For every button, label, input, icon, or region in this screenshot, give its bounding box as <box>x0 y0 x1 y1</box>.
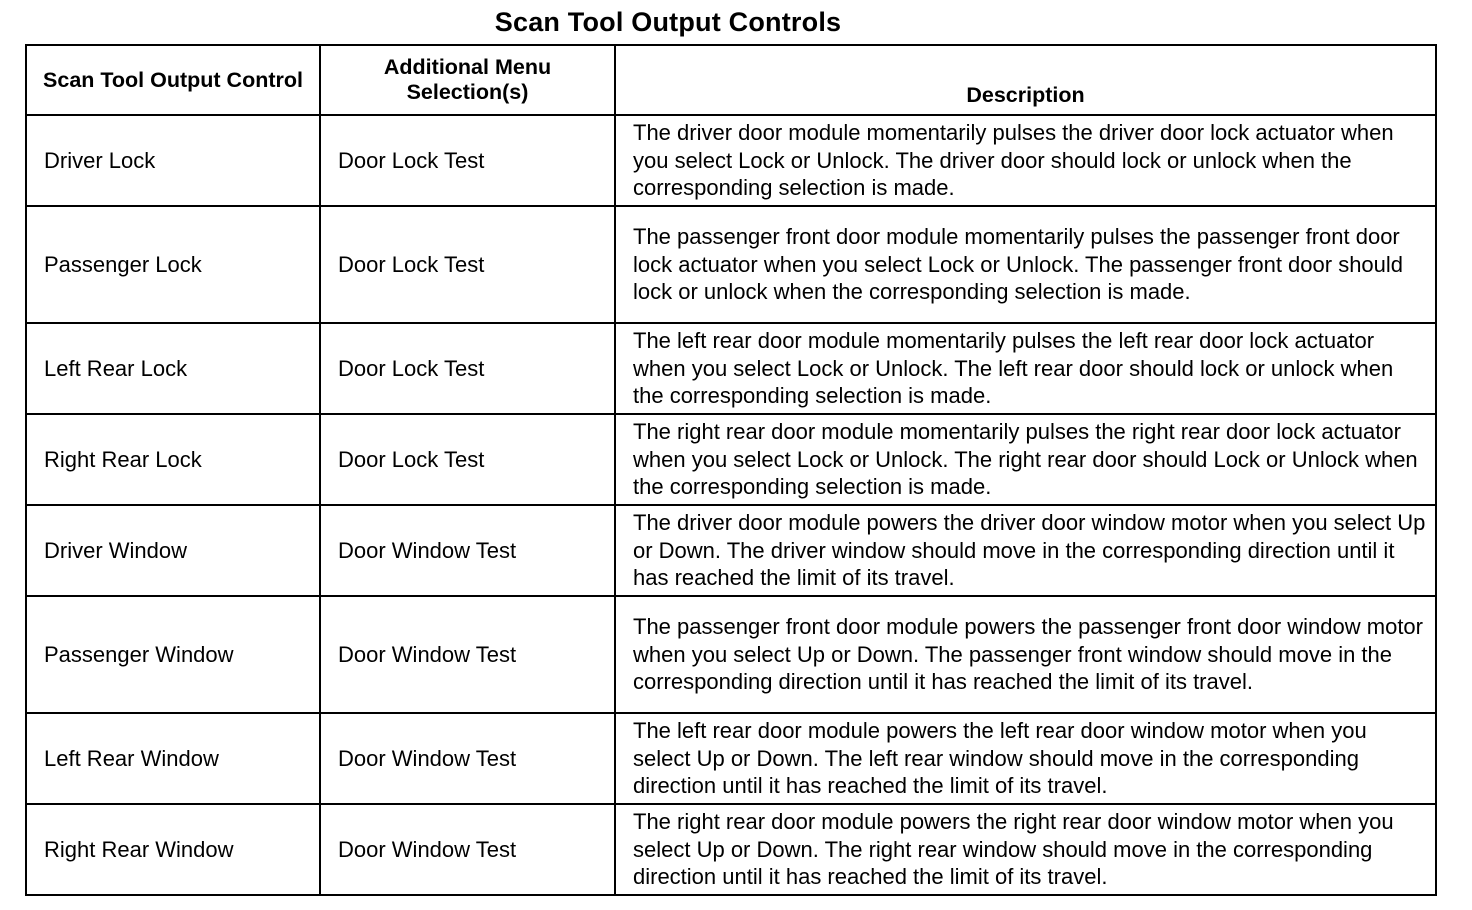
header-row <box>26 45 1436 115</box>
table-row <box>26 804 1436 895</box>
cell-output-control: Driver Lock <box>26 115 320 206</box>
table-row <box>26 414 1436 505</box>
cell-output-control: Passenger Lock <box>26 206 320 323</box>
cell-description: The passenger front door module momentarily pulses the passenger front door lock actuator when you select Lock or Unlock. The passenger front door should lock or unlock when the corresponding selection is made. <box>615 206 1436 323</box>
cell-menu-selection: Door Window Test <box>320 505 615 596</box>
cell-output-control: Driver Window <box>26 505 320 596</box>
header-menu-selection: Additional Menu Selection(s) <box>320 45 615 115</box>
cell-output-control: Passenger Window <box>26 596 320 713</box>
table-row <box>26 713 1436 804</box>
cell-description: The left rear door module powers the left rear door window motor when you select Up or Down. The left rear window should move in the corresponding direction until it has reached the limit of its travel. <box>615 713 1436 804</box>
cell-menu-selection: Door Lock Test <box>320 206 615 323</box>
page-title: Scan Tool Output Controls <box>494 7 842 37</box>
cell-output-control: Left Rear Window <box>26 713 320 804</box>
cell-output-control: Left Rear Lock <box>26 323 320 414</box>
table-row <box>26 505 1436 596</box>
cell-description: The driver door module momentarily pulses the driver door lock actuator when you select Lock or Unlock. The driver door should lock or unlock when the corresponding selection is made. <box>615 115 1436 206</box>
cell-description: The right rear door module powers the right rear door window motor when you select Up or Down. The right rear window should move in the corresponding direction until it has reached the limit of its travel. <box>615 804 1436 895</box>
header-output-control: Scan Tool Output Control <box>26 45 320 115</box>
table-row <box>26 323 1436 414</box>
cell-menu-selection: Door Window Test <box>320 713 615 804</box>
cell-description: The right rear door module momentarily pulses the right rear door lock actuator when you select Lock or Unlock. The right rear door should Lock or Unlock when the corresponding selection is made. <box>615 414 1436 505</box>
table-row <box>26 115 1436 206</box>
cell-output-control: Right Rear Lock <box>26 414 320 505</box>
cell-description: The driver door module powers the driver door window motor when you select Up or Down. The driver window should move in the corresponding direction until it has reached the limit of its travel. <box>615 505 1436 596</box>
table-row <box>26 596 1436 713</box>
cell-description: The passenger front door module powers the passenger front door window motor when you select Up or Down. The passenger front window should move in the corresponding direction until it has reached the limit of its travel. <box>615 596 1436 713</box>
cell-menu-selection: Door Lock Test <box>320 323 615 414</box>
cell-menu-selection: Door Lock Test <box>320 414 615 505</box>
cell-output-control: Right Rear Window <box>26 804 320 895</box>
cell-menu-selection: Door Lock Test <box>320 115 615 206</box>
table-body <box>26 115 1436 895</box>
output-controls-table <box>25 44 1437 896</box>
table-row <box>26 206 1436 323</box>
table-header <box>26 45 1436 115</box>
header-description: Description <box>615 45 1436 115</box>
cell-menu-selection: Door Window Test <box>320 596 615 713</box>
cell-description: The left rear door module momentarily pulses the left rear door lock actuator when you select Lock or Unlock. The left rear door should lock or unlock when the corresponding selection is made. <box>615 323 1436 414</box>
cell-menu-selection: Door Window Test <box>320 804 615 895</box>
